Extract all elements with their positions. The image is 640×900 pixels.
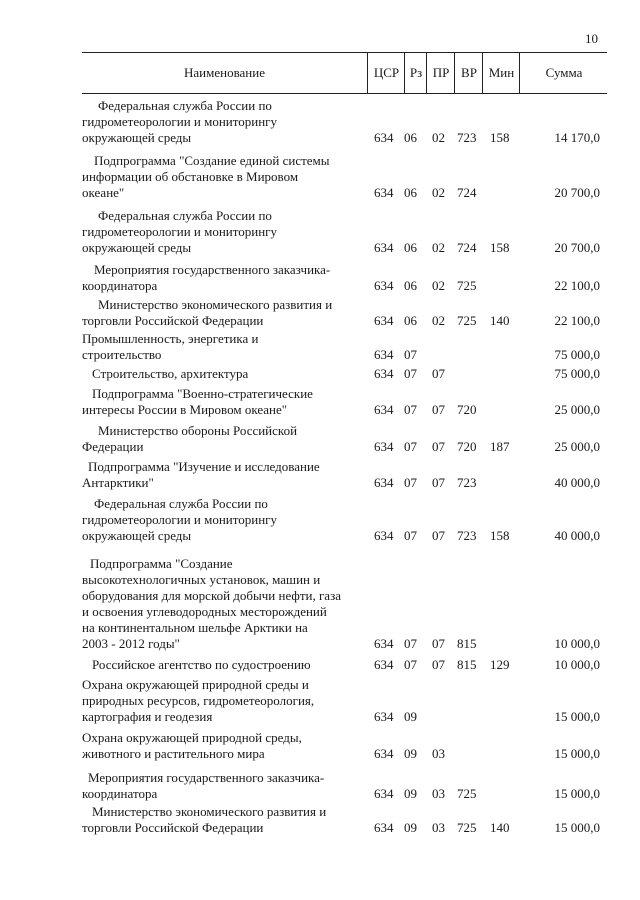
row-name-line: на континентальном шельфе Арктики на: [82, 620, 308, 635]
row-name: [82, 331, 362, 363]
cell-vr: 723: [457, 528, 477, 543]
row-name-line: Федеральная служба России по: [98, 98, 272, 113]
cell-csr: 634: [374, 636, 394, 651]
row-name: [82, 297, 362, 329]
cell-csr: 634: [374, 347, 394, 362]
row-name-line: гидрометеорологии и мониторингу: [82, 114, 278, 129]
row-name: [82, 770, 362, 802]
row-name-line: Строительство, архитектура: [92, 366, 249, 381]
row-name: [82, 657, 362, 673]
cell-vr: 725: [457, 786, 477, 801]
row-name-line: Мероприятия государственного заказчика-: [88, 770, 325, 785]
row-name-line: картография и геодезия: [82, 709, 213, 724]
cell-rz: 06: [404, 185, 417, 200]
cell-rz: 07: [404, 657, 417, 672]
cell-csr: 634: [374, 240, 394, 255]
cell-rz: 07: [404, 636, 417, 651]
cell-pr: 02: [432, 313, 445, 328]
cell-csr: 634: [374, 439, 394, 454]
cell-rz: 07: [404, 402, 417, 417]
cell-min: 158: [490, 130, 510, 145]
cell-rz: 06: [404, 313, 417, 328]
row-name-line: координатора: [82, 278, 158, 293]
cell-sum: 22 100,0: [554, 278, 600, 293]
row-name-line: Федерации: [82, 439, 144, 454]
row-name-line: Министерство экономического развития и: [98, 297, 333, 312]
cell-rz: 06: [404, 240, 417, 255]
cell-sum: 10 000,0: [554, 657, 600, 672]
row-name-line: Министерство экономического развития и: [92, 804, 327, 819]
cell-sum: 20 700,0: [554, 185, 600, 200]
header-csr: ЦСР: [367, 53, 405, 93]
cell-sum: 25 000,0: [554, 439, 600, 454]
cell-csr: 634: [374, 402, 394, 417]
cell-sum: 25 000,0: [554, 402, 600, 417]
row-name-line: животного и растительного мира: [82, 746, 265, 761]
cell-vr: 720: [457, 439, 477, 454]
row-name-line: Охрана окружающей природной среды и: [82, 677, 309, 692]
header-name: Наименование: [184, 65, 265, 80]
cell-pr: 07: [432, 439, 445, 454]
row-name-line: Подпрограмма "Создание единой системы: [94, 153, 330, 168]
row-name-line: океане": [82, 185, 125, 200]
cell-sum: 15 000,0: [554, 709, 600, 724]
row-name-line: интересы России в Мировом океане": [82, 402, 288, 417]
cell-sum: 40 000,0: [554, 528, 600, 543]
header-vr: ВР: [454, 53, 483, 93]
cell-vr: 723: [457, 130, 477, 145]
cell-sum: 22 100,0: [554, 313, 600, 328]
cell-csr: 634: [374, 130, 394, 145]
cell-sum: 15 000,0: [554, 746, 600, 761]
cell-pr: 07: [432, 402, 445, 417]
cell-csr: 634: [374, 278, 394, 293]
cell-rz: 09: [404, 709, 417, 724]
header-rz: Рз: [404, 53, 427, 93]
cell-pr: 03: [432, 786, 445, 801]
row-name-line: гидрометеорологии и мониторингу: [82, 224, 278, 239]
cell-min: 140: [490, 313, 510, 328]
cell-rz: 09: [404, 746, 417, 761]
cell-rz: 07: [404, 475, 417, 490]
cell-vr: 815: [457, 657, 477, 672]
cell-sum: 40 000,0: [554, 475, 600, 490]
row-name-line: Подпрограмма "Изучение и исследование: [88, 459, 320, 474]
row-name-line: строительство: [82, 347, 162, 362]
cell-vr: 725: [457, 278, 477, 293]
cell-vr: 724: [457, 240, 477, 255]
cell-vr: 720: [457, 402, 477, 417]
row-name: [82, 556, 362, 652]
row-name-line: Охрана окружающей природной среды,: [82, 730, 302, 745]
row-name-line: Антарктики": [82, 475, 154, 490]
row-name: [82, 496, 362, 544]
cell-csr: 634: [374, 528, 394, 543]
row-name: [82, 153, 362, 201]
row-name-line: Российское агентство по судостроению: [92, 657, 311, 672]
cell-csr: 634: [374, 820, 394, 835]
row-name-line: окружающей среды: [82, 240, 192, 255]
row-name-line: Федеральная служба России по: [94, 496, 268, 511]
cell-csr: 634: [374, 475, 394, 490]
cell-pr: 03: [432, 746, 445, 761]
cell-csr: 634: [374, 657, 394, 672]
cell-sum: 15 000,0: [554, 820, 600, 835]
cell-rz: 09: [404, 820, 417, 835]
cell-rz: 09: [404, 786, 417, 801]
cell-csr: 634: [374, 786, 394, 801]
row-name: [82, 208, 362, 256]
cell-vr: 723: [457, 475, 477, 490]
cell-min: 158: [490, 240, 510, 255]
row-name-line: окружающей среды: [82, 528, 192, 543]
cell-csr: 634: [374, 313, 394, 328]
cell-min: 187: [490, 439, 510, 454]
cell-rz: 07: [404, 366, 417, 381]
row-name-line: 2003 - 2012 годы": [82, 636, 180, 651]
cell-sum: 75 000,0: [554, 347, 600, 362]
row-name-line: торговли Российской Федерации: [82, 313, 264, 328]
cell-rz: 06: [404, 130, 417, 145]
cell-csr: 634: [374, 746, 394, 761]
cell-pr: 03: [432, 820, 445, 835]
cell-pr: 07: [432, 366, 445, 381]
cell-pr: 07: [432, 528, 445, 543]
cell-vr: 725: [457, 820, 477, 835]
row-name-line: Федеральная служба России по: [98, 208, 272, 223]
cell-rz: 07: [404, 347, 417, 362]
row-name-line: окружающей среды: [82, 130, 192, 145]
header-min: Мин: [482, 53, 520, 93]
row-name-line: координатора: [82, 786, 158, 801]
row-name: [82, 98, 362, 146]
cell-sum: 15 000,0: [554, 786, 600, 801]
row-name-line: информации об обстановке в Мировом: [82, 169, 299, 184]
cell-csr: 634: [374, 366, 394, 381]
row-name: [82, 423, 362, 455]
cell-sum: 20 700,0: [554, 240, 600, 255]
cell-sum: 10 000,0: [554, 636, 600, 651]
cell-pr: 02: [432, 240, 445, 255]
row-name: [82, 386, 362, 418]
row-name-line: оборудования для морской добычи нефти, газа: [82, 588, 341, 603]
row-name-line: Мероприятия государственного заказчика-: [94, 262, 331, 277]
table-header: [82, 52, 607, 94]
row-name-line: торговли Российской Федерации: [82, 820, 264, 835]
header-sum: Сумма: [519, 53, 608, 93]
cell-csr: 634: [374, 185, 394, 200]
page-number: 10: [585, 31, 598, 46]
row-name-line: природных ресурсов, гидрометеорология,: [82, 693, 315, 708]
cell-min: 158: [490, 528, 510, 543]
cell-vr: 724: [457, 185, 477, 200]
row-name-line: и освоения углеводородных месторождений: [82, 604, 327, 619]
row-name-line: Подпрограмма "Военно-стратегические: [92, 386, 313, 401]
cell-vr: 725: [457, 313, 477, 328]
cell-csr: 634: [374, 709, 394, 724]
cell-pr: 02: [432, 185, 445, 200]
row-name-line: гидрометеорологии и мониторингу: [82, 512, 278, 527]
cell-rz: 06: [404, 278, 417, 293]
row-name-line: Подпрограмма "Создание: [90, 556, 233, 571]
cell-rz: 07: [404, 439, 417, 454]
row-name-line: Промышленность, энергетика и: [82, 331, 259, 346]
row-name: [82, 730, 362, 762]
row-name-line: высокотехнологичных установок, машин и: [82, 572, 321, 587]
cell-sum: 75 000,0: [554, 366, 600, 381]
row-name: [82, 366, 362, 382]
cell-pr: 07: [432, 657, 445, 672]
row-name: [82, 262, 362, 294]
cell-vr: 815: [457, 636, 477, 651]
header-pr: ПР: [426, 53, 455, 93]
cell-pr: 02: [432, 130, 445, 145]
cell-pr: 07: [432, 636, 445, 651]
cell-pr: 02: [432, 278, 445, 293]
row-name: [82, 677, 362, 725]
row-name: [82, 804, 362, 836]
cell-min: 129: [490, 657, 510, 672]
cell-sum: 14 170,0: [554, 130, 600, 145]
row-name-line: Министерство обороны Российской: [98, 423, 298, 438]
cell-pr: 07: [432, 475, 445, 490]
cell-min: 140: [490, 820, 510, 835]
cell-rz: 07: [404, 528, 417, 543]
row-name: [82, 459, 362, 491]
